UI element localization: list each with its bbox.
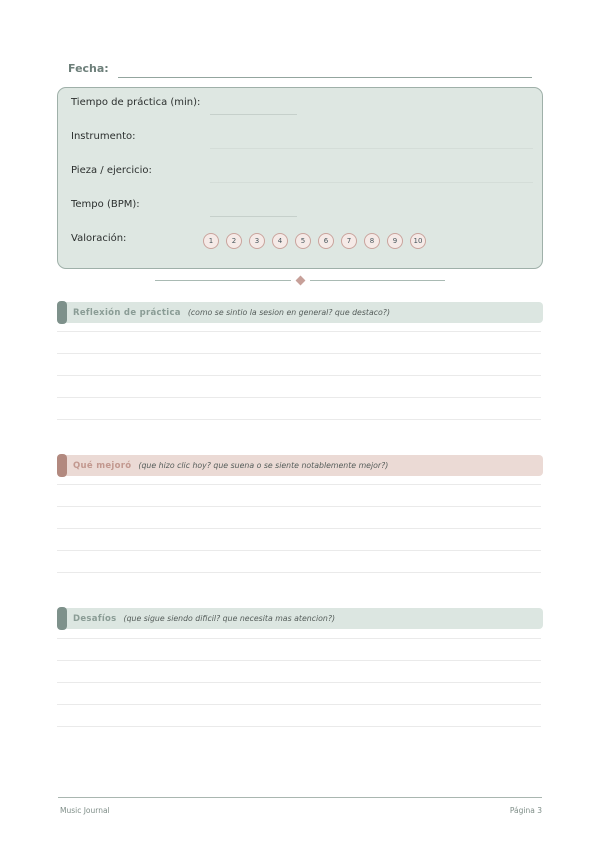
section-title: Desafíos (73, 613, 117, 624)
piece-exercise-input-line[interactable] (210, 182, 533, 183)
section-accent-bar (57, 607, 67, 630)
rating-circle-3[interactable]: 3 (249, 233, 265, 249)
section-title: Reflexión de práctica (73, 307, 181, 318)
section-header (57, 302, 543, 323)
writing-line[interactable] (57, 484, 541, 485)
section-practice-reflection (57, 302, 543, 323)
section-header (57, 608, 543, 629)
rating-circle-9[interactable]: 9 (387, 233, 403, 249)
rating-circle-6[interactable]: 6 (318, 233, 334, 249)
writing-line[interactable] (57, 726, 541, 727)
writing-line[interactable] (57, 682, 541, 683)
rating-circle-1[interactable]: 1 (203, 233, 219, 249)
rating-circle-7[interactable]: 7 (341, 233, 357, 249)
rating-circle-8[interactable]: 8 (364, 233, 380, 249)
writing-line[interactable] (57, 550, 541, 551)
section-challenges (57, 608, 543, 629)
diamond-icon (295, 276, 305, 286)
piece-exercise-label: Pieza / ejercicio: (71, 165, 152, 176)
divider-line-right (310, 280, 446, 281)
writing-line[interactable] (57, 353, 541, 354)
writing-line[interactable] (57, 638, 541, 639)
writing-line[interactable] (57, 397, 541, 398)
instrument-input-line[interactable] (210, 148, 533, 149)
section-hint: (que sigue siendo dificil? que necesita mas atencion?) (123, 614, 336, 623)
section-hint: (que hizo clic hoy? que suena o se siente notablemente mejor?) (138, 461, 389, 470)
rating-circle-10[interactable]: 10 (410, 233, 426, 249)
section-header (57, 455, 543, 476)
tempo-bpm-label: Tempo (BPM): (71, 199, 140, 210)
footer-divider (58, 797, 542, 798)
rating-circle-2[interactable]: 2 (226, 233, 242, 249)
section-divider (155, 274, 445, 287)
writing-line[interactable] (57, 375, 541, 376)
section-what-improved (57, 455, 543, 476)
footer-page-number: Página 3 (509, 806, 542, 815)
writing-line[interactable] (57, 528, 541, 529)
date-label: Fecha: (68, 62, 109, 75)
practice-info-box (57, 87, 543, 269)
writing-line[interactable] (57, 704, 541, 705)
rating-scale (203, 233, 426, 249)
rating-circle-5[interactable]: 5 (295, 233, 311, 249)
section-hint: (como se sintio la sesion en general? que destaco?) (187, 308, 390, 317)
writing-line[interactable] (57, 506, 541, 507)
practice-time-label: Tiempo de práctica (min): (71, 97, 201, 108)
divider-line-left (155, 280, 291, 281)
rating-circle-4[interactable]: 4 (272, 233, 288, 249)
tempo-bpm-input-line[interactable] (210, 216, 297, 217)
rating-label: Valoración: (71, 233, 127, 244)
practice-time-input-line[interactable] (210, 114, 297, 115)
writing-line[interactable] (57, 419, 541, 420)
section-accent-bar (57, 454, 67, 477)
section-title: Qué mejoró (73, 460, 132, 471)
instrument-label: Instrumento: (71, 131, 136, 142)
footer-doc-title: Music Journal (60, 806, 110, 815)
writing-line[interactable] (57, 660, 541, 661)
date-input-line[interactable] (118, 77, 532, 78)
section-accent-bar (57, 301, 67, 324)
writing-line[interactable] (57, 572, 541, 573)
writing-line[interactable] (57, 331, 541, 332)
